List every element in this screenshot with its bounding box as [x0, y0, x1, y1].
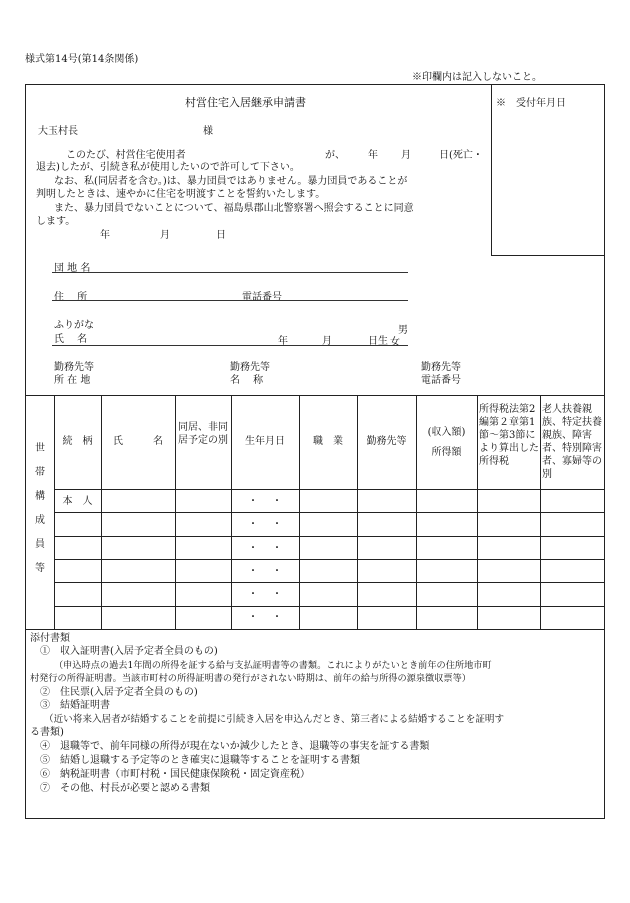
birth-day: 日生	[368, 336, 388, 347]
side-char: 世	[35, 443, 45, 454]
dot: ・	[248, 519, 272, 530]
row-line	[54, 489, 605, 490]
attachment-item: （申込時点の過去1年間の所得を証する給与支払証明書等の書類。これによりがたいとき前年の住所地市町	[54, 660, 492, 671]
dot: ・	[248, 543, 272, 554]
attachments-heading: 添付書類	[30, 633, 70, 644]
dot: ・	[272, 543, 296, 554]
row-line	[54, 536, 605, 537]
attachment-item: （近い将来入居者が結婚することを前提に引続き入居を申込んだとき、第三者による結婚することを証明す	[44, 714, 505, 725]
receipt-date-label: ※ 受付年月日	[496, 98, 566, 109]
birth-dots	[231, 611, 299, 624]
date-month: 月	[160, 230, 170, 241]
header-income-2: 所得額	[431, 447, 462, 458]
form-number: 様式第14号(第14条関係)	[25, 54, 139, 65]
work-address-label-2: 所 在 地	[54, 375, 91, 386]
birth-dots	[231, 588, 299, 601]
header-workplace: 勤務先等	[366, 436, 407, 447]
body-line1a: このたび、村営住宅使用者	[66, 150, 186, 161]
birth-month: 月	[322, 336, 332, 347]
birth-dots	[231, 495, 299, 508]
body-line5: また、暴力団員でないことについて、福島県郡山北警察署へ照会することに同意	[54, 203, 414, 214]
attachment-item: ⑦ その他、村長が必要と認める書類	[40, 783, 210, 794]
header-birth: 生年月日	[245, 436, 285, 447]
addressee: 大玉村長	[38, 126, 78, 137]
body-line4: 判明したときは、速やかに住宅を明渡すことを誓約いたします。	[36, 189, 326, 200]
header-name: 氏 名	[113, 436, 163, 447]
dot: ・	[272, 589, 296, 600]
side-char: 構	[35, 491, 45, 502]
receipt-box-left	[491, 84, 492, 256]
dot: ・	[248, 566, 272, 577]
attachment-item: ⑥ 納税証明書（市町村税・国民健康保険税・固定資産税）	[40, 769, 310, 780]
birth-dots	[231, 565, 299, 578]
work-name-label-2: 名 称	[230, 375, 264, 386]
dot: ・	[248, 589, 272, 600]
household-side-label	[30, 437, 50, 581]
body-line3: なお、私(同居者を含む。)は、暴力団員ではありません。暴力団員であることが	[54, 176, 408, 187]
birth-year: 年	[278, 336, 288, 347]
dot: ・	[248, 496, 272, 507]
sex-male: 男	[398, 325, 408, 336]
side-char: 員	[35, 539, 45, 550]
row-line	[54, 559, 605, 560]
attachment-item: ① 収入証明書(入居予定者全員のもの)	[40, 646, 218, 657]
body-line1b: が、	[325, 150, 345, 161]
body-line1d: 月	[401, 150, 411, 161]
dot: ・	[272, 519, 296, 530]
header-cohabit: 同居、非同居予定の別	[178, 422, 228, 446]
birth-dots	[231, 542, 299, 555]
body-line2: 退去)したが、引続き私が使用したいので許可して下さい。	[36, 162, 300, 173]
body-line6: します。	[36, 216, 76, 227]
attachment-item: ② 住民票(入居予定者全員のもの)	[40, 687, 198, 698]
phone-label: 電話番号	[242, 292, 282, 303]
header-relation: 続 柄	[62, 436, 93, 447]
honorific: 様	[203, 126, 213, 137]
self-label: 本 人	[62, 496, 93, 507]
header-tax: 所得税法第2編第２章第1節～第3節により算出した所得税	[479, 404, 539, 467]
name-label: 氏 名	[54, 334, 88, 345]
header-occupation: 職 業	[313, 436, 343, 447]
dot: ・	[272, 566, 296, 577]
complex-name-label: 団 地 名	[54, 263, 91, 274]
receipt-box-bottom	[491, 255, 605, 256]
body-line1c: 年	[368, 150, 378, 161]
address-label: 住 所	[54, 292, 88, 303]
side-char: 等	[35, 563, 45, 574]
row-line	[54, 582, 605, 583]
attachment-item: ④ 退職等で、前年同様の所得が現在ないか減少したとき、退職等の事実を証する書類	[40, 741, 430, 752]
sex-female: 女	[390, 337, 400, 348]
body-line1e: 日(死亡・	[439, 150, 483, 161]
row-line	[54, 606, 605, 607]
table-bottom-line	[25, 629, 605, 630]
work-phone-label-1: 勤務先等	[421, 362, 461, 373]
attachment-item: ③ 結婚証明書	[40, 700, 110, 711]
dot: ・	[272, 496, 296, 507]
date-day: 日	[216, 230, 226, 241]
table-top-line	[25, 395, 605, 396]
notice-text: ※印欄内は記入しないこと。	[412, 72, 542, 83]
work-phone-label-2: 電話番号	[421, 375, 461, 386]
form-title: 村営住宅入居継承申請書	[185, 96, 306, 109]
work-address-label-1: 勤務先等	[54, 362, 94, 373]
address-line	[52, 300, 408, 301]
dot: ・	[248, 612, 272, 623]
attachment-item: 村発行の所得証明書。当該市町村の所得証明書の発行がされない時期は、前年の給与所得の源泉徴収票等）	[30, 673, 471, 684]
side-char: 帯	[35, 467, 45, 478]
complex-name-line	[52, 272, 408, 273]
dot: ・	[272, 612, 296, 623]
attachment-item: ⑤ 結婚し退職する予定等のとき確実に退職等することを証明する書類	[40, 755, 360, 766]
name-line	[52, 345, 408, 346]
furigana-label: ふりがな	[54, 320, 94, 331]
birth-dots	[231, 518, 299, 531]
work-name-label-1: 勤務先等	[230, 362, 270, 373]
date-year: 年	[100, 230, 110, 241]
attachment-item: る書類)	[30, 727, 64, 738]
header-income-1: (収入額)	[427, 427, 466, 438]
side-char: 成	[35, 515, 45, 526]
row-line	[54, 512, 605, 513]
header-dependents: 老人扶養親族、特定扶養親族、障害者、特別障害者、寡婦等の別	[542, 404, 602, 480]
